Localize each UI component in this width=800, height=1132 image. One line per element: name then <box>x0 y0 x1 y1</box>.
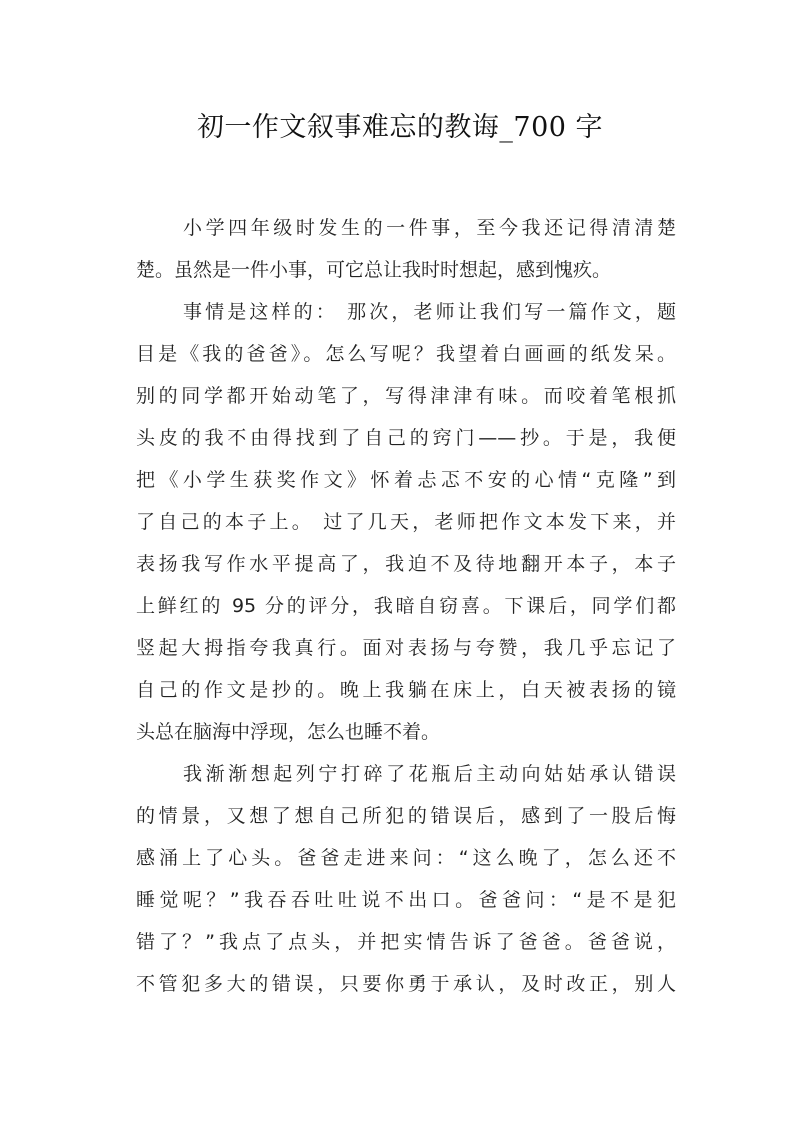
paragraph-line: 感涌上了心头。爸爸走进来问：“这么晚了，怎么还不 <box>136 847 676 869</box>
document-body <box>136 207 676 1005</box>
paragraph-line: 把《小学生获奖作文》怀着忐忑不安的心情“克隆”到 <box>136 469 676 491</box>
paragraph-line: 别的同学都开始动笔了，写得津津有味。而咬着笔根抓 <box>136 385 676 407</box>
paragraph-line: 了自己的本子上。 过了几天，老师把作文本发下来，并 <box>136 511 676 533</box>
paragraph-line: 事情是这样的： 那次，老师让我们写一篇作文，题 <box>183 301 676 323</box>
paragraph-line: 头皮的我不由得找到了自己的窍门——抄。于是，我便 <box>136 427 676 449</box>
paragraph-line: 睡觉呢？”我吞吞吐吐说不出口。爸爸问：“是不是犯 <box>136 889 676 911</box>
paragraph-line: 上鲜红的 95 分的评分，我暗自窃喜。下课后，同学们都 <box>136 595 676 617</box>
paragraph-line: 的情景，又想了想自己所犯的错误后，感到了一股后悔 <box>136 805 676 827</box>
paragraph-line: 小学四年级时发生的一件事，至今我还记得清清楚 <box>183 217 676 239</box>
paragraph-line: 不管犯多大的错误，只要你勇于承认，及时改正，别人 <box>136 973 676 995</box>
paragraph-line: 我渐渐想起列宁打碎了花瓶后主动向姑姑承认错误 <box>183 763 676 785</box>
document-title: 初一作文叙事难忘的教诲_700 字 <box>196 112 604 143</box>
paragraph-line: 头总在脑海中浮现，怎么也睡不着。 <box>136 721 441 743</box>
paragraph-line: 自己的作文是抄的。晚上我躺在床上，白天被表扬的镜 <box>136 679 676 701</box>
paragraph-line: 目是《我的爸爸》。怎么写呢？我望着白画画的纸发呆。 <box>136 343 676 365</box>
paragraph-line: 表扬我写作水平提高了，我迫不及待地翻开本子，本子 <box>136 553 676 575</box>
paragraph-line: 楚。虽然是一件小事，可它总让我时时想起，感到愧疚。 <box>136 259 612 281</box>
paragraph-line: 竖起大拇指夸我真行。面对表扬与夸赞，我几乎忘记了 <box>136 637 676 659</box>
paragraph-line: 错了？”我点了点头，并把实情告诉了爸爸。爸爸说， <box>136 931 676 953</box>
